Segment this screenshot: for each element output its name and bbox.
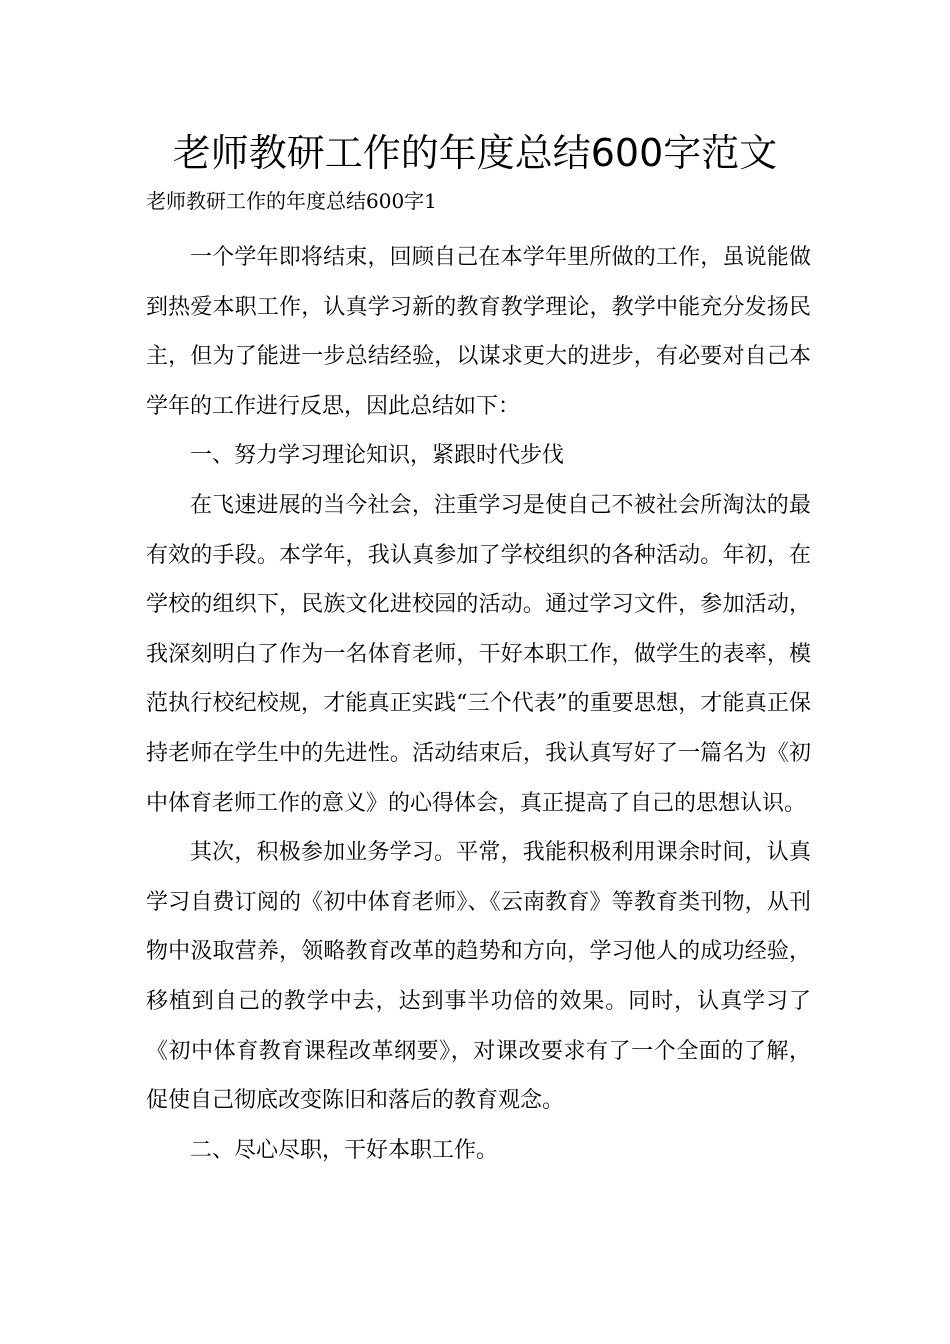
section-heading-2: 二、尽心尽职，干好本职工作。 [190, 1137, 499, 1163]
document-subtitle: 老师教研工作的年度总结600字1 [146, 189, 437, 213]
paragraph-intro: 一个学年即将结束，回顾自己在本学年里所做的工作，虽说能做到热爱本职工作，认真学习新的教育教学理论，教学中能充分发扬民主，但为了能进一步总结经验，以谋求更大的进步，有必要对自己本学年的工作进行反思，因此总结如下： [146, 245, 811, 419]
section-heading-1: 一、努力学习理论知识，紧跟时代步伐 [190, 443, 565, 469]
document-body [146, 233, 811, 1175]
document-title: 老师教研工作的年度总结600字范文 [172, 131, 778, 175]
paragraph-study: 在飞速进展的当今社会，注重学习是使自己不被社会所淘汰的最有效的手段。本学年，我认真参加了学校组织的各种活动。年初，在学校的组织下，民族文化进校园的活动。通过学习文件，参加活动，我深刻明白了作为一名体育老师，干好本职工作，做学生的表率，模范执行校纪校规，才能真正实践“三个代表”的重要思想，才能真正保持老师在学生中的先进性。活动结束后，我认真写好了一篇名为《初中体育老师工作的意义》的心得体会，真正提高了自己的思想认识。 [146, 492, 811, 816]
paragraph-business-study: 其次，积极参加业务学习。平常，我能积极利用课余时间，认真学习自费订阅的《初中体育老师》、《云南教育》等教育类刊物，从刊物中汲取营养，领略教育改革的趋势和方向，学习他人的成功经验，移植到自己的教学中去，达到事半功倍的效果。同时，认真学习了《初中体育教育课程改革纲要》，对课改要求有了一个全面的了解，促使自己彻底改变陈旧和落后的教育观念。 [146, 840, 811, 1114]
